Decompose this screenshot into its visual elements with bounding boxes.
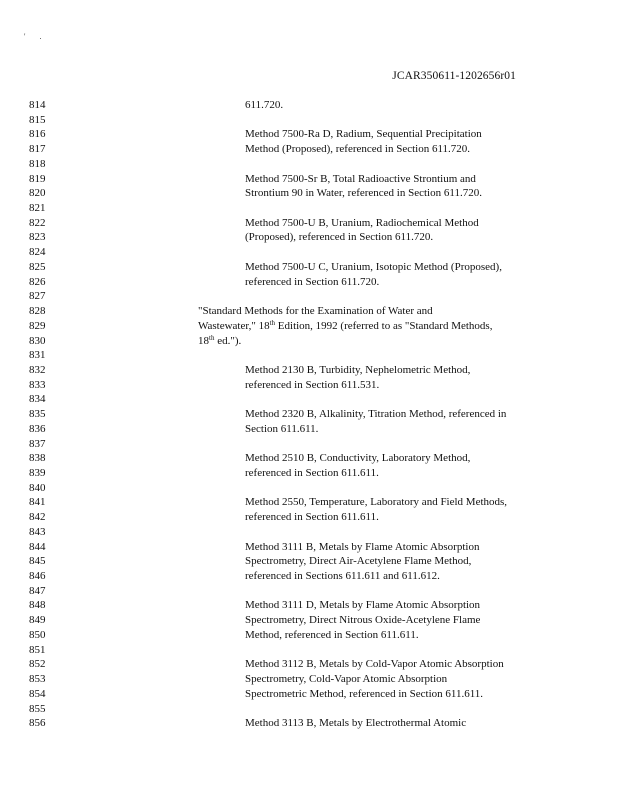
text-line — [0, 569, 618, 583]
text-line — [0, 510, 618, 524]
line-text: Section 611.611. — [245, 422, 319, 435]
text-line — [0, 687, 618, 701]
line-number: 840 — [29, 481, 46, 494]
line-number: 815 — [29, 113, 46, 126]
line-text: referenced in Section 611.720. — [245, 275, 380, 288]
text-line — [0, 304, 618, 318]
text-line — [0, 584, 618, 598]
line-text: Method 7500-U B, Uranium, Radiochemical Method — [245, 216, 479, 229]
line-text: Strontium 90 in Water, referenced in Section 611.720. — [245, 187, 482, 200]
line-number: 837 — [29, 437, 46, 450]
line-text: Spectrometry, Cold-Vapor Atomic Absorption — [245, 673, 448, 686]
line-text: referenced in Section 611.611. — [245, 511, 379, 524]
line-text-part: Wastewater," 18 — [198, 319, 270, 332]
text-line — [0, 628, 618, 642]
text-line — [0, 348, 618, 362]
ordinal-superscript: th — [269, 318, 276, 327]
text-line — [0, 613, 618, 627]
line-number: 830 — [29, 334, 46, 347]
line-number: 850 — [29, 628, 46, 641]
text-line — [0, 186, 618, 200]
text-line — [0, 275, 618, 289]
line-number: 821 — [29, 202, 46, 215]
line-text: Method 2550, Temperature, Laboratory and Field Methods, — [245, 496, 508, 509]
text-line — [0, 363, 618, 377]
text-line — [0, 98, 618, 112]
line-number: 853 — [29, 673, 46, 686]
text-line — [0, 716, 618, 730]
text-line — [0, 157, 618, 171]
line-number: 833 — [29, 378, 46, 391]
text-line — [0, 201, 618, 215]
line-number: 835 — [29, 408, 46, 421]
line-number: 825 — [29, 260, 46, 273]
line-number: 839 — [29, 467, 46, 479]
text-line — [0, 378, 618, 392]
text-line — [0, 702, 618, 716]
line-number: 852 — [29, 658, 46, 671]
text-line — [0, 142, 618, 156]
text-line — [0, 481, 618, 495]
scan-corner-mark: ' . — [24, 32, 48, 41]
text-line — [0, 554, 618, 568]
line-text: (Proposed), referenced in Section 611.720. — [245, 231, 434, 244]
text-line — [0, 540, 618, 554]
text-line — [0, 525, 618, 539]
line-text: referenced in Section 611.531. — [245, 378, 380, 391]
line-number: 843 — [29, 525, 46, 538]
text-line — [0, 319, 618, 333]
line-number: 841 — [29, 496, 46, 509]
line-text: Method (Proposed), referenced in Section 611.720. — [245, 143, 471, 156]
line-text: 611.720. — [245, 99, 284, 111]
line-text: Method 2130 B, Turbidity, Nephelometric Method, — [245, 363, 471, 376]
line-number: 831 — [29, 349, 46, 362]
line-text: Method 2510 B, Conductivity, Laboratory Method, — [245, 452, 471, 465]
text-line — [0, 437, 618, 451]
line-text: referenced in Sections 611.611 and 611.612. — [245, 570, 440, 583]
line-text-part: 18 — [198, 334, 209, 347]
text-line — [0, 289, 618, 303]
line-number: 823 — [29, 231, 46, 244]
text-line — [0, 127, 618, 141]
line-number: 851 — [29, 643, 46, 656]
line-number: 822 — [29, 216, 46, 229]
line-text: Method 7500-Sr B, Total Radioactive Strontium and — [245, 172, 476, 185]
line-number: 829 — [29, 319, 46, 332]
text-line — [0, 451, 618, 465]
text-line — [0, 598, 618, 612]
line-text: Method 7500-Ra D, Radium, Sequential Precipitation — [245, 128, 482, 141]
line-number: 838 — [29, 452, 46, 465]
line-number: 814 — [29, 99, 46, 111]
line-number: 817 — [29, 143, 46, 156]
line-number: 836 — [29, 422, 46, 435]
text-line — [0, 172, 618, 186]
line-number: 826 — [29, 275, 46, 288]
line-text: Spectrometric Method, referenced in Section 611.611. — [245, 687, 484, 700]
line-number: 844 — [29, 540, 46, 553]
line-text — [198, 334, 241, 348]
text-line — [0, 245, 618, 259]
text-line — [0, 392, 618, 406]
line-text: Method 2320 B, Alkalinity, Titration Method, referenced in — [245, 408, 507, 421]
line-number: 834 — [29, 393, 46, 406]
line-number: 845 — [29, 555, 46, 568]
line-text: "Standard Methods for the Examination of Water and — [198, 305, 433, 318]
line-text: Method 3111 B, Metals by Flame Atomic Absorption — [245, 540, 480, 553]
text-line — [0, 643, 618, 657]
line-number: 854 — [29, 687, 46, 700]
line-text: Spectrometry, Direct Air-Acetylene Flame Method, — [245, 555, 472, 568]
line-text — [198, 319, 492, 333]
line-number: 820 — [29, 187, 46, 200]
text-line — [0, 334, 618, 348]
line-text-part: Edition, 1992 (referred to as "Standard Methods, — [275, 319, 493, 332]
text-line — [0, 260, 618, 274]
text-line — [0, 672, 618, 686]
text-line — [0, 230, 618, 244]
document-id: JCAR350611-1202656r01 — [392, 70, 516, 82]
line-number: 819 — [29, 172, 46, 185]
line-number: 855 — [29, 702, 46, 715]
text-line — [0, 216, 618, 230]
line-text: referenced in Section 611.611. — [245, 467, 379, 479]
line-number: 847 — [29, 584, 46, 597]
line-text-part: ed."). — [214, 334, 242, 347]
text-line — [0, 466, 618, 480]
line-text: Method 7500-U C, Uranium, Isotopic Method (Proposed), — [245, 260, 502, 273]
text-line — [0, 657, 618, 671]
line-number: 846 — [29, 570, 46, 583]
line-text: Method 3111 D, Metals by Flame Atomic Absorption — [245, 599, 481, 612]
line-text: Method 3113 B, Metals by Electrothermal Atomic — [245, 717, 467, 730]
line-number: 824 — [29, 246, 46, 259]
line-number: 816 — [29, 128, 46, 141]
line-number: 818 — [29, 157, 46, 170]
line-number: 848 — [29, 599, 46, 612]
line-number: 842 — [29, 511, 46, 524]
line-text: Method 3112 B, Metals by Cold-Vapor Atomic Absorption — [245, 658, 504, 671]
ordinal-superscript: th — [209, 333, 215, 342]
line-number: 832 — [29, 363, 46, 376]
line-text: Method, referenced in Section 611.611. — [245, 628, 419, 641]
line-number: 849 — [29, 614, 46, 627]
text-line — [0, 422, 618, 436]
line-number: 827 — [29, 290, 46, 303]
text-line — [0, 113, 618, 127]
line-text: Spectrometry, Direct Nitrous Oxide-Acetylene Flame — [245, 614, 481, 627]
text-line — [0, 495, 618, 509]
text-line — [0, 407, 618, 421]
line-number: 856 — [29, 717, 46, 730]
line-number: 828 — [29, 305, 46, 318]
